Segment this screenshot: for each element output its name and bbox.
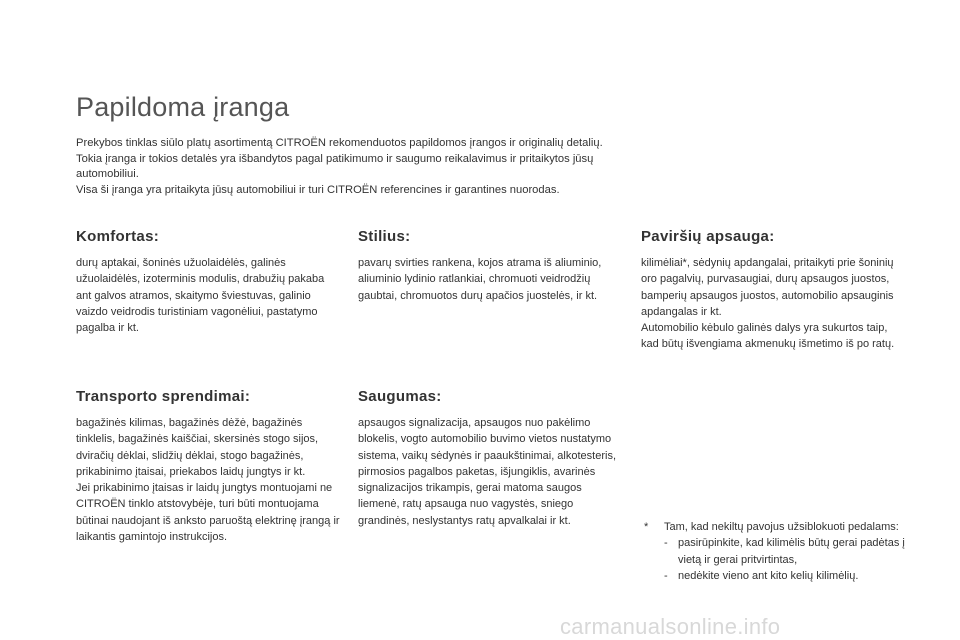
section-paragraph-1: bagažinės kilimas, bagažinės dėžė, bagažinės tinklelis, bagažinės kaiščiai, skersinės stogo sijos, dviračių dėklai, slidžių dėklai, stogo bagažinės, prikabinimo įtaisai, priekabos laidų jungtys ir kt. xyxy=(76,417,319,478)
section-heading: Saugumas: xyxy=(358,388,442,405)
section-paragraph-2: Automobilio kėbulo galinės dalys yra sukurtos taip, kad būtų išvengiama akmenukų išmetimo iš po ratų. xyxy=(641,322,895,351)
footnote-text: Tam, kad nekiltų pavojus užsiblokuoti pedalams: xyxy=(664,521,899,533)
section-heading: Komfortas: xyxy=(76,228,160,245)
intro-line-3: Visa ši įranga yra pritaikyta jūsų automobiliui ir turi CITROËN referencines ir garantines nuorodas. xyxy=(76,183,560,196)
list-dash: - xyxy=(664,569,668,582)
list-item-text: pasirūpinkite, kad kilimėlis būtų gerai padėtas į vietą ir gerai pritvirtintas, xyxy=(678,537,905,566)
section-heading: Transporto sprendimai: xyxy=(76,388,251,405)
section-text xyxy=(76,415,344,545)
intro-text xyxy=(76,136,656,198)
footnote xyxy=(644,519,914,584)
footnote-asterisk: * xyxy=(644,521,649,533)
list-dash: - xyxy=(664,537,668,550)
section-heading: Paviršių apsauga: xyxy=(641,228,775,245)
intro-line-1: Prekybos tinklas siūlo platų asortimentą CITROËN rekomenduotos papildomos įrangos ir originalių detalių. xyxy=(76,137,603,149)
section-pavirsiu-apsauga xyxy=(641,228,907,353)
section-saugumas xyxy=(358,388,622,529)
section-text: apsaugos signalizacija, apsaugos nuo pakėlimo blokelis, vogto automobilio buvimo vietos nustatymo sistema, vaikų sėdynės ir paaukštinimai, alkotesteris, pirmosios pagalbos paketas, išjungiklis, avarinės signalizacijos trikampis, gerai matoma saugos liemenė, ratų apsauga nuo vagystės, sniego grandinės, neslystantys ratų apvalkalai ir kt. xyxy=(358,417,616,527)
footnote-list xyxy=(644,535,914,584)
page-title: Papildoma įranga xyxy=(76,92,290,122)
section-text: durų aptakai, šoninės užuolaidėlės, galinės užuolaidėlės, izoterminis modulis, drabužių pakaba ant galvos atramos, skaitymo šviestuvas, galinio vaizdo veidrodis turistiniam vagonėliui, pastatymo pagalba ir kt. xyxy=(76,257,325,335)
watermark: carmanualsonline.info xyxy=(560,614,781,639)
list-item-text: nedėkite vieno ant kito kelių kilimėlių. xyxy=(678,569,859,582)
section-transporto-sprendimai xyxy=(76,388,344,545)
section-paragraph-2: Jei prikabinimo įtaisas ir laidų jungtys montuojami ne CITROËN tinklo atstovybėje, turi būti montuojama būtinai naudojant iš anksto paruoštą elektrinę įrangą ir laikantis gamintojo instrukcijos. xyxy=(76,482,340,544)
section-heading: Stilius: xyxy=(358,228,411,245)
section-stilius xyxy=(358,228,620,304)
intro-line-2: Tokia įranga ir tokios detalės yra išbandytos pagal patikimumo ir saugumo reikalavimus ir pritaikytos jūsų automobiliui. xyxy=(76,152,594,180)
section-komfortas xyxy=(76,228,338,336)
list-item xyxy=(644,568,914,584)
section-paragraph-1: kilimėliai*, sėdynių apdangalai, pritaikyti prie šoninių oro pagalvių, purvasaugiai, durų apsaugos juostos, bamperių apsaugos juostos, automobilio apsauginis apdangalas ir kt. xyxy=(641,257,894,318)
list-item xyxy=(644,535,914,568)
section-text: pavarų svirties rankena, kojos atrama iš aliuminio, aliuminio lydinio ratlankiai, chromuoti veidrodžių gaubtai, chromuotos durų apačios juostelės, ir kt. xyxy=(358,257,602,302)
section-text xyxy=(641,255,907,353)
